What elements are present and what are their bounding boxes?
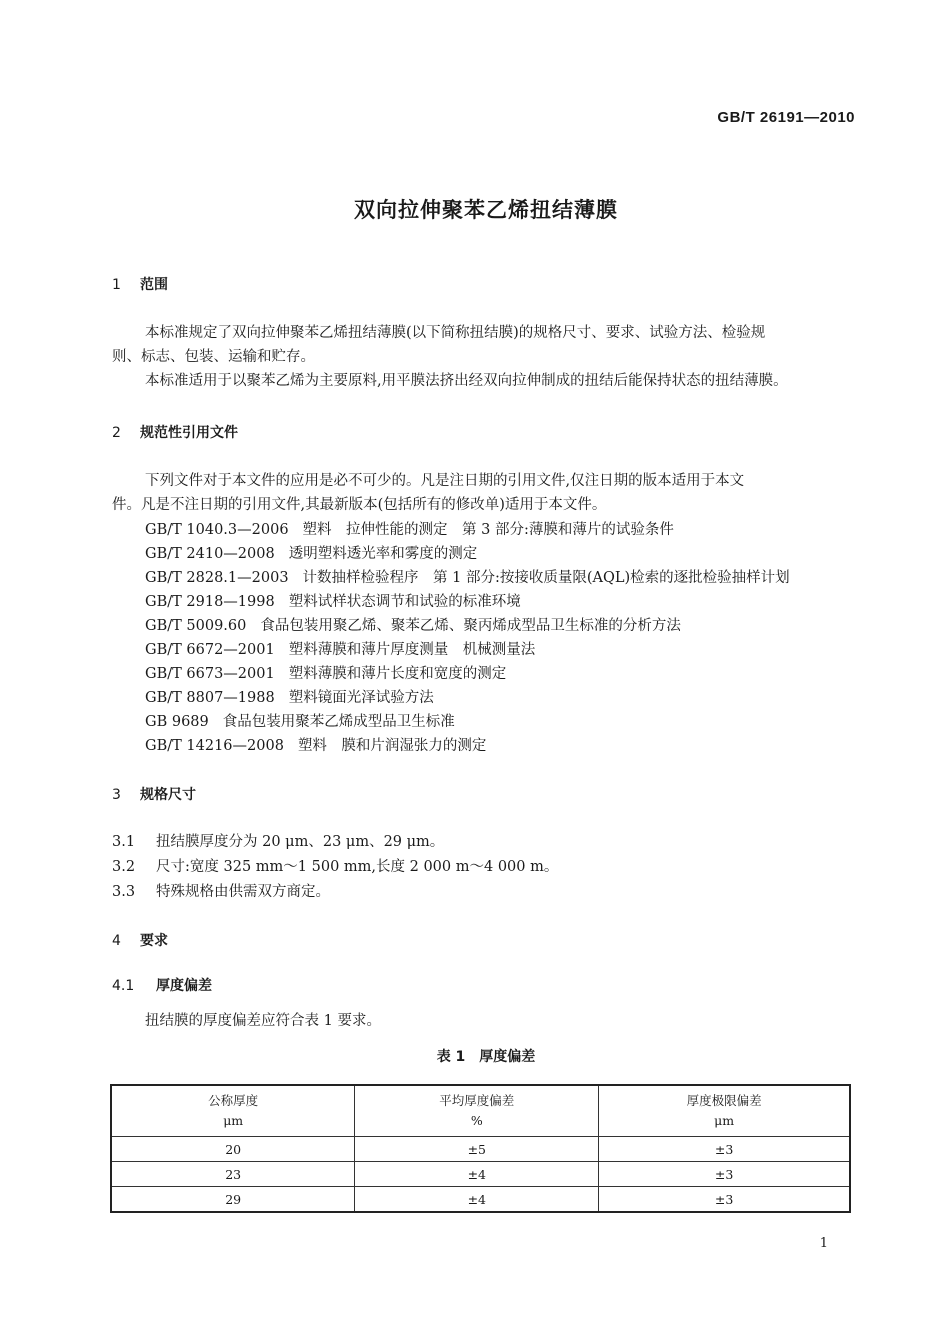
table-cell: ±3 — [599, 1187, 850, 1213]
reference-code: GB/T 14216—2008 — [145, 738, 284, 754]
reference-item — [145, 614, 681, 635]
table-cell: ±3 — [599, 1137, 850, 1162]
reference-title: 塑料试样状态调节和试验的标准环境 — [288, 594, 521, 610]
table-row — [111, 1137, 850, 1162]
reference-code: GB/T 6673—2001 — [145, 666, 275, 682]
clause-text: 扭结膜厚度分为 20 μm、23 μm、29 μm。 — [156, 834, 445, 850]
reference-item — [145, 710, 455, 731]
reference-item — [145, 638, 535, 659]
section-2-heading — [112, 422, 238, 442]
column-unit: μm — [223, 1113, 244, 1128]
section-number: 1 — [112, 277, 121, 293]
reference-item — [145, 734, 486, 755]
section-4-heading — [112, 930, 168, 950]
section-1-heading — [112, 274, 168, 294]
reference-title: 透明塑料透光率和雾度的测定 — [288, 546, 478, 562]
reference-item — [145, 686, 434, 707]
scope-para-1-line-1: 本标准规定了双向拉伸聚苯乙烯扭结薄膜(以下简称扭结膜)的规格尺寸、要求、试验方法、检验规 — [145, 325, 766, 341]
clause-text: 特殊规格由供需双方商定。 — [156, 884, 330, 900]
reference-title: 塑料薄膜和薄片厚度测量 机械测量法 — [288, 642, 536, 658]
column-header — [111, 1085, 355, 1137]
section-title: 规格尺寸 — [140, 787, 196, 803]
table-cell: ±3 — [599, 1162, 850, 1187]
subsection-number: 4.1 — [112, 978, 135, 994]
section-title: 范围 — [140, 277, 168, 293]
reference-code: GB 9689 — [145, 714, 209, 730]
subsection-4-1-heading — [112, 975, 212, 995]
column-unit: μm — [714, 1113, 735, 1128]
reference-code: GB/T 2410—2008 — [145, 546, 275, 562]
reference-title: 食品包装用聚乙烯、聚苯乙烯、聚丙烯成型品卫生标准的分析方法 — [260, 618, 681, 634]
clause — [112, 855, 558, 876]
reference-item — [145, 566, 790, 587]
clause — [112, 830, 444, 851]
clause-number: 3.2 — [112, 859, 136, 875]
subsection-title: 厚度偏差 — [156, 978, 212, 994]
reference-item — [145, 542, 477, 563]
column-name: 公称厚度 — [208, 1093, 259, 1108]
table-cell: ±5 — [355, 1137, 599, 1162]
table-caption: 表 1 厚度偏差 — [436, 1049, 536, 1065]
reference-title: 塑料薄膜和薄片长度和宽度的测定 — [288, 666, 507, 682]
reference-item — [145, 590, 521, 611]
scope-para-2: 本标准适用于以聚苯乙烯为主要原料,用平膜法挤出经双向拉伸制成的扭结后能保持状态的扭结薄膜。 — [145, 373, 788, 389]
table-row — [111, 1187, 850, 1213]
clause-text: 尺寸:宽度 325 mm～1 500 mm,长度 2 000 m～4 000 m。 — [156, 859, 559, 875]
table-row — [111, 1162, 850, 1187]
column-unit: % — [470, 1113, 483, 1128]
section-number: 4 — [112, 933, 121, 949]
section-number: 2 — [112, 425, 121, 441]
column-header — [599, 1085, 850, 1137]
column-header — [355, 1085, 599, 1137]
reference-code: GB/T 6672—2001 — [145, 642, 275, 658]
thickness-requirement-text: 扭结膜的厚度偏差应符合表 1 要求。 — [145, 1013, 381, 1029]
reference-code: GB/T 5009.60 — [145, 618, 247, 634]
page-number: 1 — [819, 1236, 828, 1251]
reference-title: 塑料 膜和片润湿张力的测定 — [297, 738, 487, 754]
table-cell: ±4 — [355, 1162, 599, 1187]
table-cell: 23 — [111, 1162, 355, 1187]
section-title: 规范性引用文件 — [140, 425, 238, 441]
reference-code: GB/T 8807—1988 — [145, 690, 275, 706]
table-cell: 20 — [111, 1137, 355, 1162]
reference-item — [145, 662, 506, 683]
scope-para-1-line-2: 则、标志、包装、运输和贮存。 — [112, 349, 315, 365]
section-3-heading — [112, 784, 196, 804]
reference-item — [145, 518, 674, 539]
reference-code: GB/T 2918—1998 — [145, 594, 275, 610]
thickness-deviation-table — [110, 1084, 851, 1213]
column-name: 平均厚度偏差 — [439, 1093, 515, 1108]
reference-title: 计数抽样检验程序 第 1 部分:按接收质量限(AQL)检索的逐批检验抽样计划 — [302, 570, 790, 586]
section-title: 要求 — [140, 933, 168, 949]
column-name: 厚度极限偏差 — [686, 1093, 762, 1108]
clause-number: 3.1 — [112, 834, 136, 850]
clause — [112, 880, 330, 901]
table-cell: ±4 — [355, 1187, 599, 1213]
reference-code: GB/T 1040.3—2006 — [145, 522, 289, 538]
table-header-row — [111, 1085, 850, 1137]
document-title: 双向拉伸聚苯乙烯扭结薄膜 — [354, 198, 618, 222]
clause-number: 3.3 — [112, 884, 136, 900]
table-cell: 29 — [111, 1187, 355, 1213]
standard-code: GB/T 26191—2010 — [717, 109, 855, 126]
references-intro-line-1: 下列文件对于本文件的应用是必不可少的。凡是注日期的引用文件,仅注日期的版本适用于本文 — [145, 473, 745, 489]
reference-title: 塑料 拉伸性能的测定 第 3 部分:薄膜和薄片的试验条件 — [302, 522, 674, 538]
references-intro-line-2: 件。凡是不注日期的引用文件,其最新版本(包括所有的修改单)适用于本文件。 — [112, 497, 607, 513]
reference-title: 食品包装用聚苯乙烯成型品卫生标准 — [222, 714, 455, 730]
reference-code: GB/T 2828.1—2003 — [145, 570, 289, 586]
reference-title: 塑料镜面光泽试验方法 — [288, 690, 434, 706]
section-number: 3 — [112, 787, 121, 803]
